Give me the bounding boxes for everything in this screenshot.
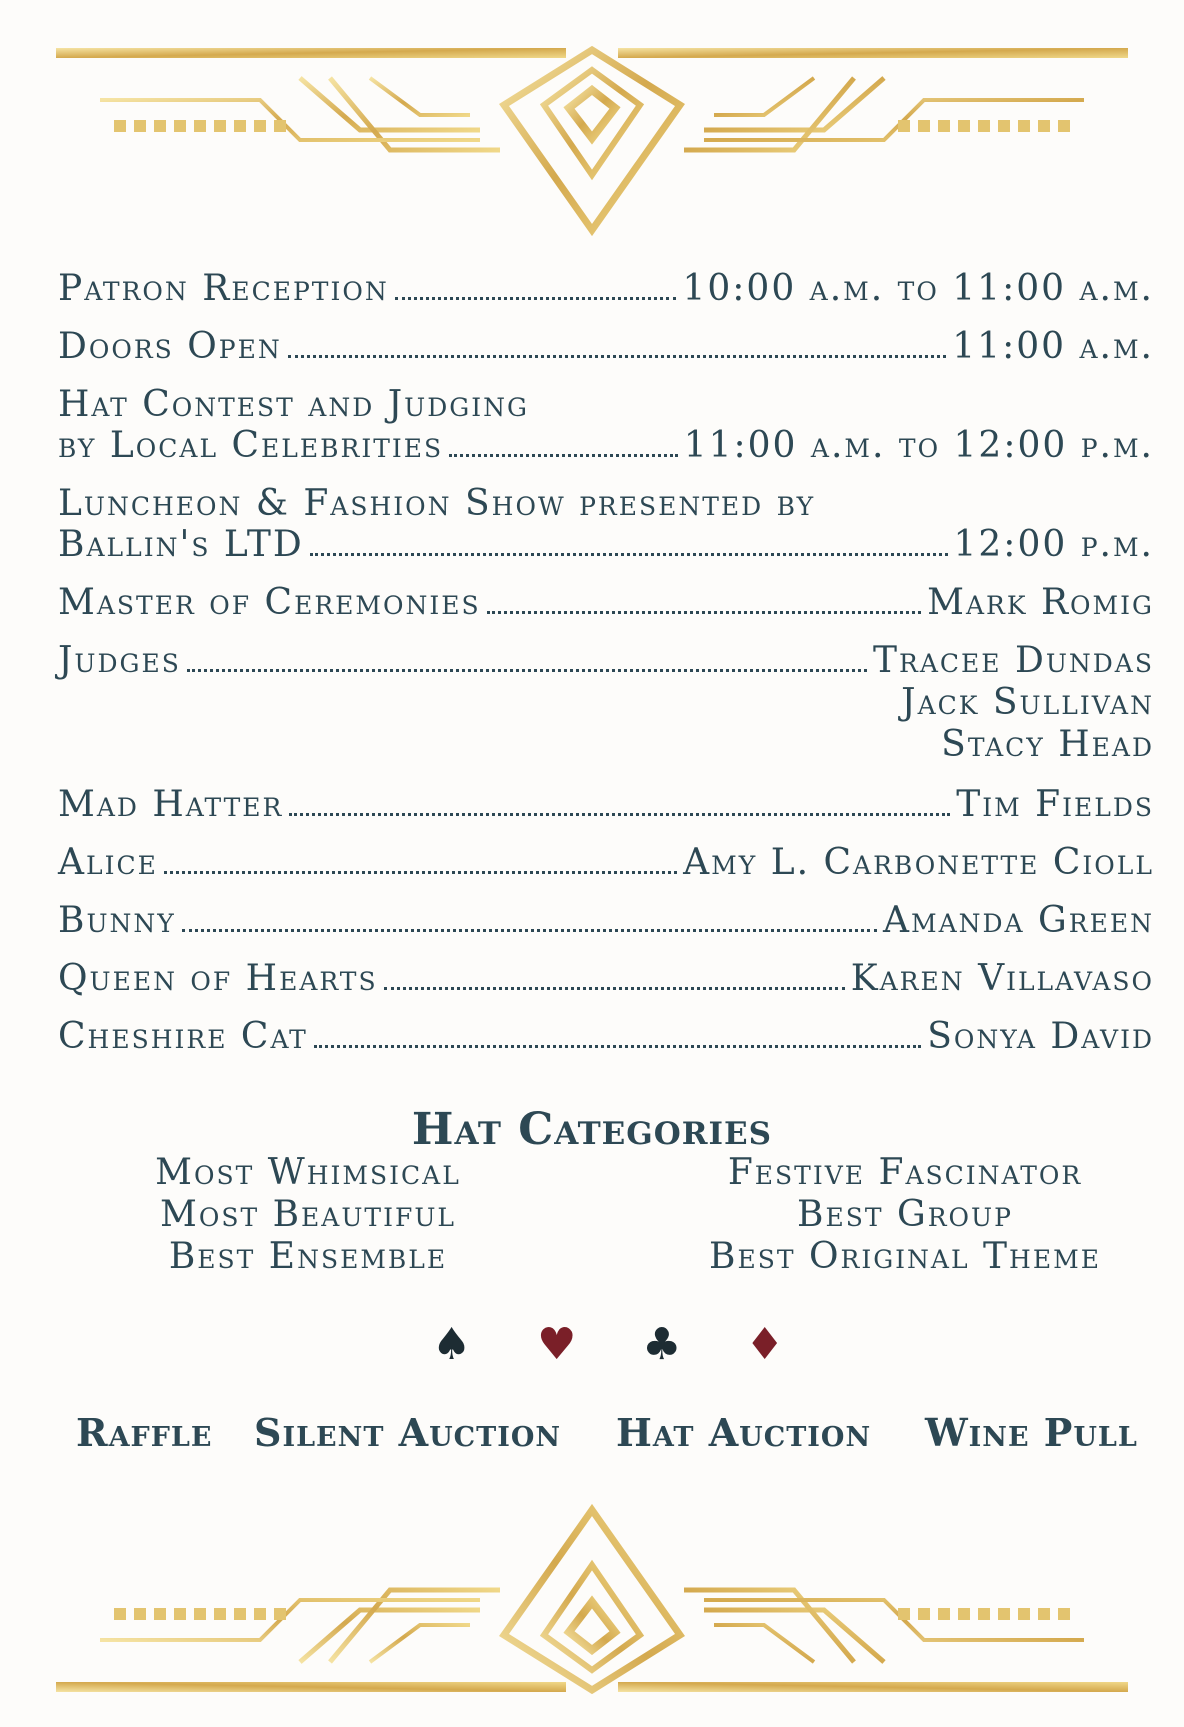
program-row xyxy=(58,326,1154,384)
program-row xyxy=(58,958,1154,1016)
activity-raffle: Raffle xyxy=(76,1410,213,1455)
hat-category: Most Beautiful xyxy=(160,1194,456,1235)
program-row xyxy=(58,900,1154,958)
program-label-line: by Local Celebrities xyxy=(58,425,444,466)
dot-leader xyxy=(314,1045,921,1048)
hat-categories-right-column xyxy=(655,1152,1155,1278)
program-value: Karen Villavaso xyxy=(850,958,1154,999)
program-value: 11:00 a.m. xyxy=(952,326,1154,367)
program-row-judges xyxy=(58,640,1154,766)
dot-leader xyxy=(164,871,677,874)
dot-leader xyxy=(449,454,678,457)
activity-hat-auction: Hat Auction xyxy=(616,1410,872,1455)
program-label-line: Luncheon & Fashion Show presented by xyxy=(58,483,816,524)
hat-category: Best Original Theme xyxy=(709,1236,1101,1277)
judge-name: Jack Sullivan xyxy=(901,682,1154,723)
program-label: Cheshire Cat xyxy=(58,1016,308,1057)
program-label: Master of Ceremonies xyxy=(58,582,481,623)
program-label: Mad Hatter xyxy=(58,784,284,825)
program-row xyxy=(58,483,1154,576)
program-value: 12:00 p.m. xyxy=(953,524,1154,565)
heart-icon: ♥ xyxy=(537,1319,577,1370)
activity-wine-pull: Wine Pull xyxy=(925,1410,1138,1455)
program-row xyxy=(58,784,1154,842)
spade-icon: ♠ xyxy=(432,1319,472,1370)
judge-name: Stacy Head xyxy=(941,724,1154,765)
program-row xyxy=(58,582,1154,640)
judges-list xyxy=(873,640,1154,766)
judge-name: Tracee Dundas xyxy=(873,640,1154,681)
hat-category: Best Group xyxy=(797,1194,1013,1235)
program-row xyxy=(58,1016,1154,1074)
program-value: Tim Fields xyxy=(956,784,1154,825)
program-value: Sonya David xyxy=(927,1016,1154,1057)
program-row xyxy=(58,268,1154,326)
program-label: Alice xyxy=(58,842,158,883)
program-value: 10:00 a.m. to 11:00 a.m. xyxy=(682,268,1154,309)
card-suits-row xyxy=(0,1320,1184,1370)
dot-leader xyxy=(288,355,947,358)
hat-categories-left-column xyxy=(58,1152,558,1278)
program-schedule xyxy=(58,268,1154,1074)
hat-category: Festive Fascinator xyxy=(727,1152,1083,1193)
dot-leader xyxy=(187,669,867,672)
dot-leader xyxy=(487,611,921,614)
program-label-line: Ballin's LTD xyxy=(58,524,304,565)
dot-leader xyxy=(384,987,845,990)
dot-leader xyxy=(182,929,877,932)
program-label: Judges xyxy=(58,640,181,681)
bottom-art-deco-ornament xyxy=(0,1480,1184,1720)
program-label: Patron Reception xyxy=(58,268,389,309)
activity-silent-auction: Silent Auction xyxy=(254,1410,562,1455)
hat-category: Best Ensemble xyxy=(168,1236,448,1277)
program-label-line: Hat Contest and Judging xyxy=(58,384,529,425)
hat-category: Most Whimsical xyxy=(155,1152,461,1193)
dot-leader xyxy=(289,813,950,816)
program-value: Amy L. Carbonette Cioll xyxy=(683,842,1154,883)
program-row xyxy=(58,842,1154,900)
program-label: Bunny xyxy=(58,900,176,941)
club-icon: ♣ xyxy=(642,1319,682,1370)
hat-categories-title: Hat Categories xyxy=(411,1104,773,1155)
program-value: Amanda Green xyxy=(882,900,1154,941)
dot-leader xyxy=(395,297,677,300)
program-value: Mark Romig xyxy=(927,582,1154,623)
top-art-deco-ornament xyxy=(0,20,1184,260)
activities-row xyxy=(0,1410,1184,1470)
program-value: 11:00 a.m. to 12:00 p.m. xyxy=(683,425,1154,466)
dot-leader xyxy=(310,553,948,556)
program-label: Doors Open xyxy=(58,326,282,367)
diamond-icon: ♦ xyxy=(745,1319,785,1370)
program-label: Queen of Hearts xyxy=(58,958,378,999)
program-row xyxy=(58,384,1154,477)
